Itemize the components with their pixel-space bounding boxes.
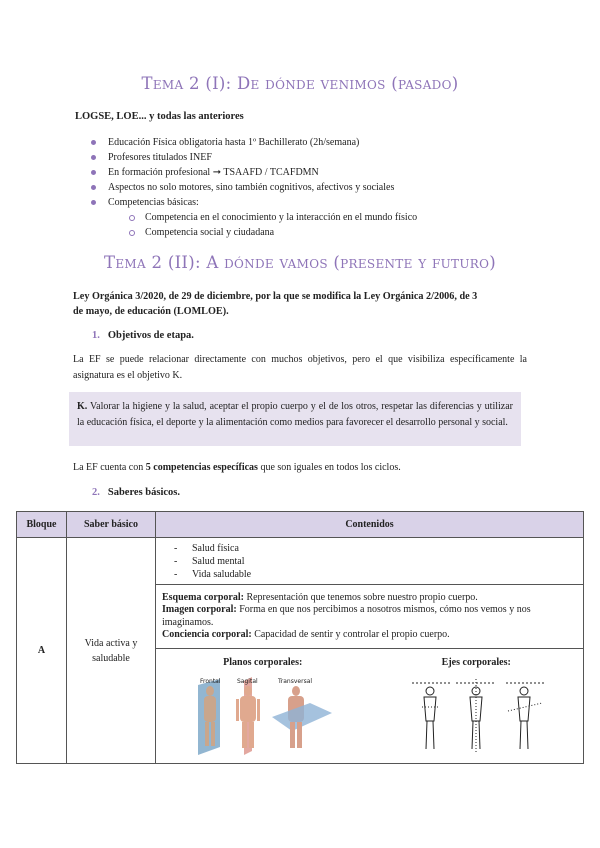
list-item: - Salud física — [174, 542, 583, 555]
definition-conciencia: Conciencia corporal: Capacidad de sentir y controlar el propio cuerpo. — [162, 629, 450, 640]
list-item: - Salud mental — [174, 555, 583, 568]
definitions-block — [156, 588, 583, 646]
cell-definitions — [156, 585, 584, 649]
list-item: Competencia en el conocimiento y la interacción en el mundo físico — [145, 210, 417, 225]
salud-list — [156, 542, 583, 581]
body-axes-illustration — [410, 677, 560, 757]
table-header-row — [17, 512, 584, 538]
cell-saber: Vida activa y saludable — [67, 538, 156, 764]
title-present: Tema 2 (II): A dónde vamos (presente y futuro) — [104, 253, 496, 272]
ejes-figure — [370, 649, 584, 763]
saberes-table — [16, 511, 584, 764]
planos-title: Planos corporales: — [223, 657, 303, 668]
title-past: Tema 2 (I): De dónde venimos (pasado) — [141, 74, 459, 93]
definition-esquema: Esquema corporal: Representación que tenemos sobre nuestro propio cuerpo. — [162, 591, 478, 603]
section-label: Saberes básicos. — [107, 487, 181, 498]
plane-label-sagittal: Sagital — [237, 678, 258, 685]
cell-figures — [156, 649, 584, 764]
bullet-ring-icon — [129, 215, 135, 221]
sub-bullet-list — [145, 210, 417, 240]
bullet-dot-icon — [91, 140, 96, 145]
section-number: 2. — [92, 487, 100, 498]
list-item: Educación Física obligatoria hasta 1º Bachillerato (2h/semana) — [108, 135, 394, 150]
body-planes-illustration — [192, 677, 342, 757]
bullet-dot-icon — [91, 200, 96, 205]
competences-paragraph: La EF cuenta con 5 competencias específicas que son iguales en todos los ciclos. — [73, 462, 401, 473]
bullet-ring-icon — [129, 230, 135, 236]
planos-figure — [156, 649, 370, 763]
section-number: 1. — [92, 330, 100, 341]
heading-logse: LOGSE, LOE... y todas las anteriores — [75, 111, 244, 122]
header-bloque: Bloque — [17, 512, 67, 538]
bullet-list — [108, 135, 394, 210]
objective-k-box — [69, 392, 521, 446]
law-line-1: Ley Orgánica 3/2020, de 29 de diciembre, por la que se modifica la Ley Orgánica 2/2006, de 3 — [73, 291, 478, 302]
plane-label-frontal: Frontal — [200, 678, 221, 685]
definition-imagen: Imagen corporal: Forma en que nos percibimos a nosotros mismos, cómo nos vemos y nos imaginamos. — [162, 604, 531, 628]
list-item: Aspectos no solo motores, sino también cognitivos, afectivos y sociales — [108, 180, 394, 195]
list-item: Profesores titulados INEF — [108, 150, 394, 165]
bullet-dot-icon — [91, 170, 96, 175]
competences-bold: 5 competencias específicas — [145, 462, 258, 473]
section-label: Objetivos de etapa. — [107, 330, 194, 341]
list-item: Competencia social y ciudadana — [145, 225, 417, 240]
cell-salud — [156, 538, 584, 585]
header-saber: Saber básico — [67, 512, 156, 538]
plane-label-transverse: Transversal — [278, 678, 313, 685]
cell-bloque: A — [17, 538, 67, 764]
law-line-2: de mayo, de educación (LOMLOE). — [73, 306, 229, 317]
header-contenidos: Contenidos — [156, 512, 584, 538]
list-item: - Vida saludable — [174, 568, 583, 581]
section-saberes — [92, 487, 180, 498]
table-row — [17, 538, 584, 585]
bullet-dot-icon — [91, 185, 96, 190]
bullet-dot-icon — [91, 155, 96, 160]
list-item: En formación profesional ➞ TSAAFD / TCAFDMN — [108, 165, 394, 180]
section-objectives — [92, 330, 194, 341]
objective-k-text: Valorar la higiene y la salud, aceptar el propio cuerpo y el de los otros, respetar las diferencias y utilizar la educación física, el deporte y la alimentación como medios para favorecer el desarrollo personal y social. — [77, 401, 513, 428]
objective-k-label: K. — [77, 401, 88, 412]
list-item: Competencias básicas: — [108, 195, 394, 210]
objectives-paragraph: La EF se puede relacionar directamente con muchos objetivos, pero el que visibiliza específicamente la asignatura es el objetivo K. — [73, 354, 527, 381]
ejes-title: Ejes corporales: — [441, 657, 511, 668]
